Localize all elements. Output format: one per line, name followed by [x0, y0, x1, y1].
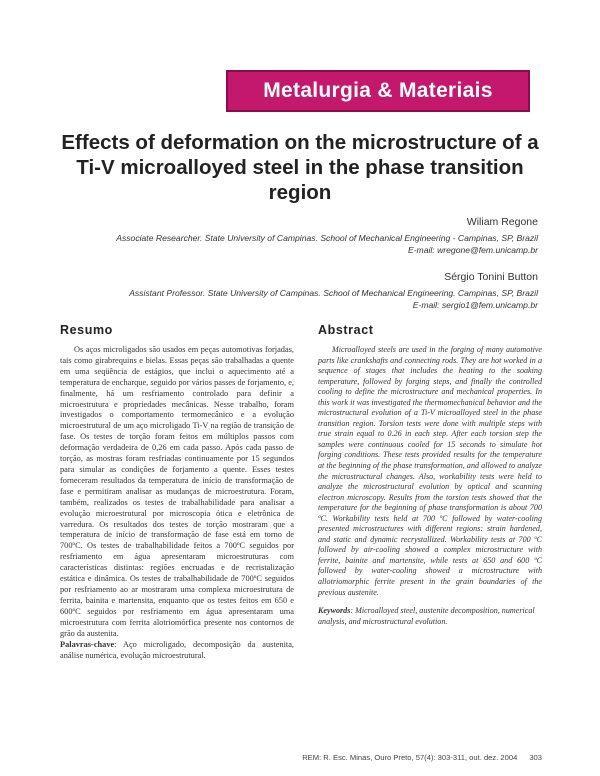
page-footer: [60, 753, 542, 762]
section-banner-label: Metalurgia & Materiais: [263, 79, 493, 102]
author-email: E-mail: wregone@fem.unicamp.br: [407, 245, 538, 255]
abstract-body: Microalloyed steels are used in the forging of many automotive parts like crankshafts and connecting rods. They are hot worked in a sequence of stages that includes the heating to the soaking temperature, followed by forging steps, and finally the controlled cooling to define the microstructure and mechanical properties. In this work it was investigated the thermomechanical behavior and the microstructural evolution of a Ti-V microalloyed steel in the phase transition region. Torsion tests were done with multiple steps with true strain equal to 0.26 in each step. After each torsion step the samples were continuous cooled for 15 seconds to simulate hot forging conditions. These tests provided results for the temperature at the beginning of the phase transformation, and allowed to analyze the microstructural changes. Also, workability tests were held to analyze the microstructural evolution by optical and scanning electron microscopy. Results from the torsion tests showed that the temperature for the beginning of phase transformation is about 700 ºC. Workability tests held at 700 ºC followed by water-cooling presented microstructures with different regions: strain hardened, and static and dynamic recrystallized. Workability tests at 700 ºC followed by air-cooling showed a complex microstructure with ferrite, bainite and martensite, while tests at 650 and 600 ºC followed by water-cooling showed a microstructure with allotriomorphic ferrite present in the grain boundaries of the previous austenite.: [318, 345, 542, 597]
author-block-1: [18, 216, 538, 256]
journal-citation: REM: R. Esc. Minas, Ouro Preto, 57(4): 303-311, out. dez. 2004: [302, 753, 518, 762]
abstract-column: [318, 323, 542, 627]
resumo-column: [60, 323, 294, 662]
author-affiliation: Associate Researcher. State University of Campinas. School of Mechanical Engineering - Campinas, SP, Brazil: [116, 233, 538, 243]
abstract-heading: Abstract: [318, 323, 374, 337]
paper-title: Effects of deformation on the microstructure of a Ti-V microalloyed steel in the phase transition region: [61, 131, 539, 204]
keywords-label: Keywords: [318, 606, 351, 616]
resumo-body: Os aços microligados são usados em peças automotivas forjadas, tais como girabrequins e bielas. Essas peças são trabalhadas a quente em uma seqüência de estágios, que inclui o aquecimento até a temperatura de encharque, seguido por vários passes de forjamento, e, finalmente, há um resfriamento controlado para definir a microestrutura e propriedades mecânicas. Nesse trabalho, foram investigados o comportamento termomecânico e a evolução microestrutural de um aço microligado Ti-V na região de transição de fase. Os testes de torção foram feitos em múltiplos passos com deformação verdadeira de 0,26 em cada passo. Após cada passo de torção, as mostras foram resfriadas continuamente por 15 segundos para simular as condições de forjamento a quente. Esses testes forneceram resultados da temperatura de início de transformação de fase e permitiram analisar as mudanças de microestrutura. Foram, também, realizados os testes de trabalhabilidade para analisar a evolução microestrutural por microscopia ótica e eletrônica de varredura. Os resultados dos testes de torção mostraram que a temperatura de início de transformação de fase está em torno de 700ºC. Os testes de trabalhabilidade feitos a 700ºC seguidos por resfriamento em água apresentaram microestruturas com características distintas: regiões encruadas e de recristalização estática e dinâmica. Os testes de trabalhabilidade de 700ºC seguidos por resfriamento ao ar mostraram uma complexa microestrutura de ferrita, bainita e martensita, enquanto que os testes feitos em 650 e 600ºC seguidos por resfriamento em água apresentaram uma microestrutura com ferrita alotriomórfica presente nos contornos de grão da austenita.: [60, 345, 294, 638]
page-number: 303: [529, 753, 542, 762]
resumo-keywords: [60, 640, 294, 662]
author-email: E-mail: sergio1@fem.unicamp.br: [412, 300, 538, 310]
author-name: Sérgio Tonini Button: [444, 271, 538, 283]
author-block-2: [18, 271, 538, 311]
author-affiliation: Assistant Professor. State University of Campinas. School of Mechanical Engineering. Campinas, SP, Brazil: [129, 288, 538, 298]
author-name: Wiliam Regone: [466, 216, 538, 228]
keywords-label: Palavras-chave: [60, 640, 115, 650]
resumo-heading: Resumo: [60, 323, 113, 337]
keywords-text: : Aço microligado, decomposição da austenita, análise numérica, evolução microestrutural.: [60, 640, 294, 661]
abstract-keywords: [318, 606, 542, 627]
section-banner: [226, 70, 530, 112]
keywords-text: : Microalloyed steel, austenite decomposition, numerical analysis, and microstructural evolution.: [318, 606, 535, 626]
